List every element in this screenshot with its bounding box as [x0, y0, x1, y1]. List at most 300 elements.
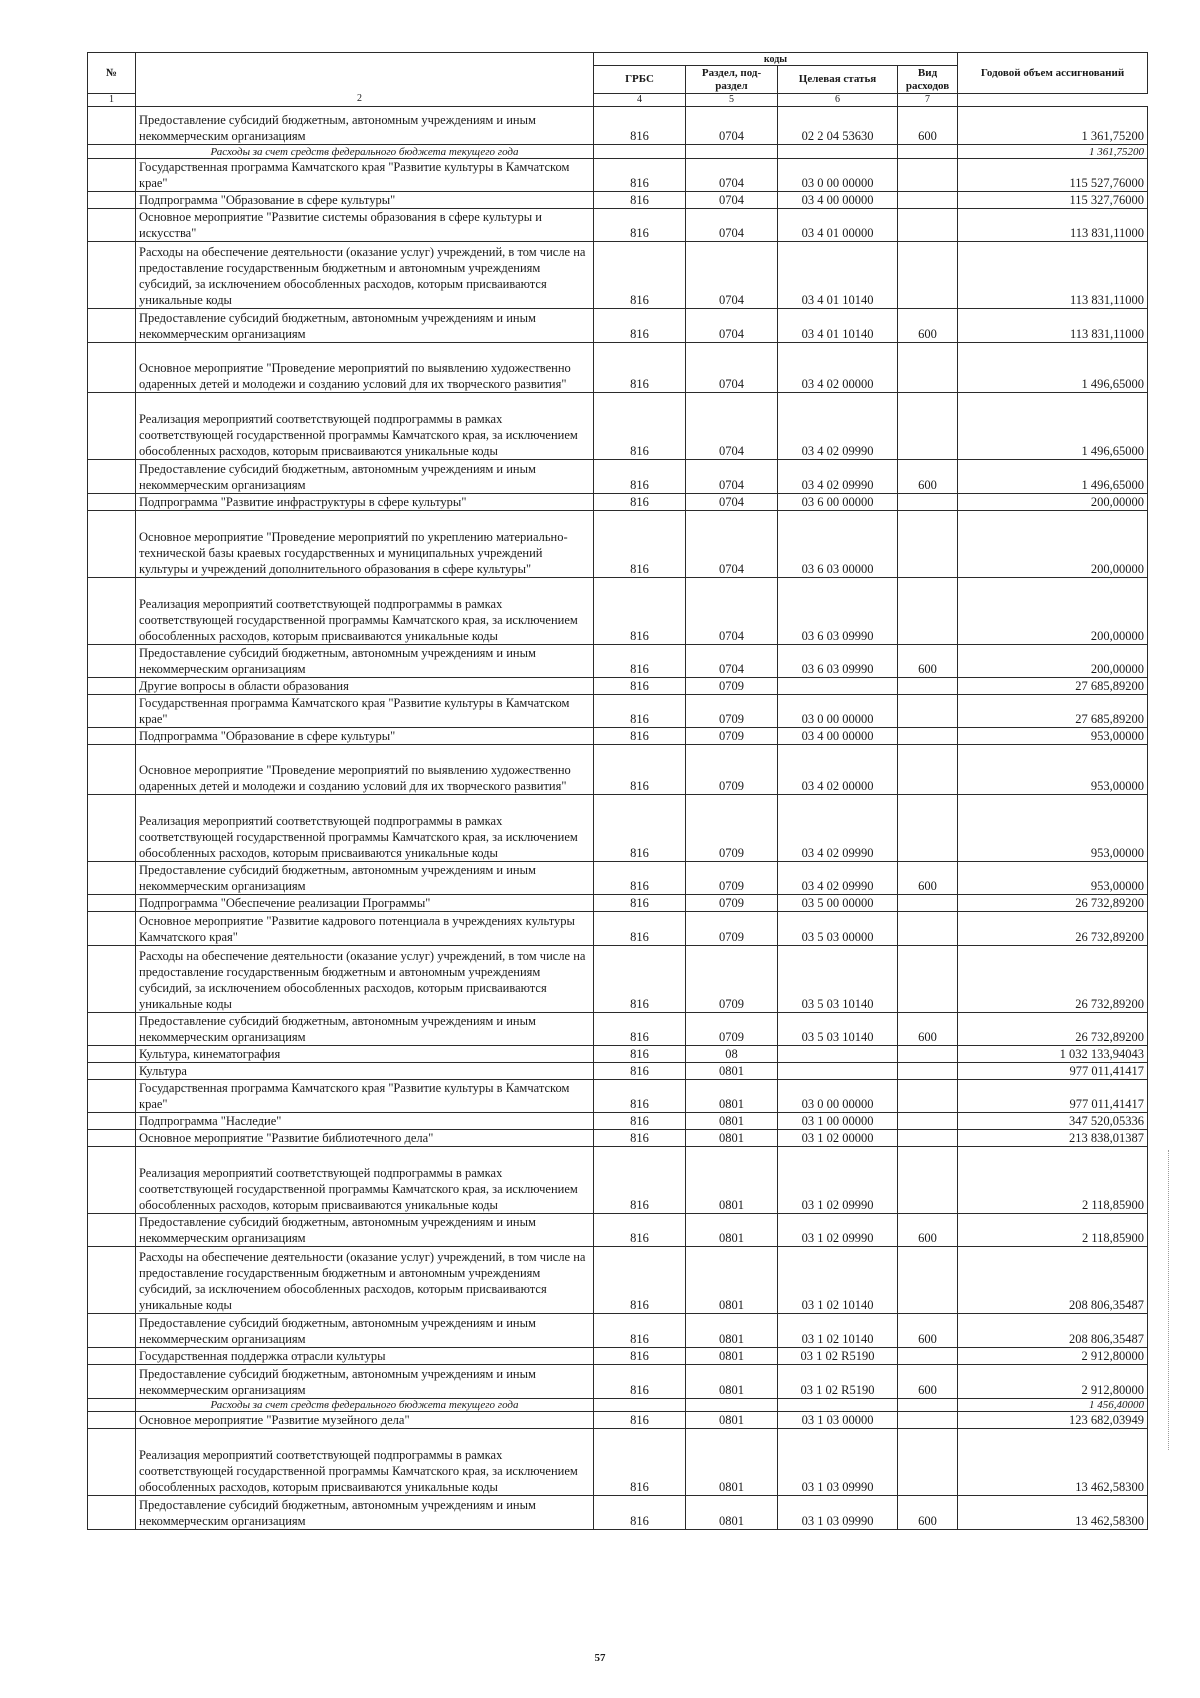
- row-number-cell: [88, 1147, 136, 1214]
- table-row: [88, 1412, 1148, 1429]
- table-row: [88, 946, 1148, 1013]
- row-expense-type: [898, 494, 958, 511]
- row-razdel: 0801: [686, 1063, 778, 1080]
- row-name: Расходы на обеспечение деятельности (оказание услуг) учреждений, в том числе на предоставление государственным бюджетным и автономным учреждениям субсидий, за исключением обособленных расходов, которым присваиваются уникальные коды: [136, 242, 594, 309]
- row-razdel: 0704: [686, 242, 778, 309]
- row-sum: 1 496,65000: [958, 460, 1148, 494]
- table-row: [88, 1130, 1148, 1147]
- row-razdel: 0709: [686, 678, 778, 695]
- row-number-cell: [88, 343, 136, 393]
- page-number: 57: [594, 1652, 606, 1664]
- row-target-article: 03 1 03 09990: [778, 1496, 898, 1530]
- row-razdel: 0801: [686, 1247, 778, 1314]
- row-expense-type: [898, 511, 958, 578]
- table-row: [88, 1348, 1148, 1365]
- table-row: [88, 1013, 1148, 1046]
- row-expense-type: 600: [898, 1314, 958, 1348]
- row-razdel: 0704: [686, 494, 778, 511]
- row-grbs: 816: [594, 946, 686, 1013]
- row-target-article: 03 0 00 00000: [778, 1080, 898, 1113]
- row-name: Предоставление субсидий бюджетным, автономным учреждениям и иным некоммерческим организациям: [136, 1314, 594, 1348]
- scan-edge-mark: [1168, 1150, 1177, 1450]
- row-name: Подпрограмма "Обеспечение реализации Программы": [136, 895, 594, 912]
- row-grbs: 816: [594, 494, 686, 511]
- table-row: [88, 912, 1148, 946]
- row-sum: 200,00000: [958, 578, 1148, 645]
- row-grbs: 816: [594, 728, 686, 745]
- row-number-cell: [88, 1496, 136, 1530]
- row-number-cell: [88, 1365, 136, 1399]
- row-razdel: 0704: [686, 159, 778, 192]
- row-number-cell: [88, 1130, 136, 1147]
- row-target-article: 03 1 02 R5190: [778, 1348, 898, 1365]
- row-sum: 2 118,85900: [958, 1147, 1148, 1214]
- row-name: Предоставление субсидий бюджетным, автономным учреждениям и иным некоммерческим организациям: [136, 1365, 594, 1399]
- row-grbs: 816: [594, 343, 686, 393]
- table-body: [88, 107, 1148, 1530]
- row-grbs: 816: [594, 578, 686, 645]
- row-grbs: 816: [594, 107, 686, 145]
- row-name: Расходы за счет средств федерального бюджета текущего года: [136, 1399, 594, 1412]
- row-grbs: 816: [594, 645, 686, 678]
- table-row: [88, 192, 1148, 209]
- table-row: [88, 309, 1148, 343]
- row-target-article: [778, 145, 898, 159]
- row-expense-type: [898, 393, 958, 460]
- row-grbs: 816: [594, 1429, 686, 1496]
- table-row: [88, 1113, 1148, 1130]
- row-name: Государственная поддержка отрасли культуры: [136, 1348, 594, 1365]
- row-razdel: 0709: [686, 1013, 778, 1046]
- row-grbs: 816: [594, 1063, 686, 1080]
- row-razdel: 08: [686, 1046, 778, 1063]
- row-grbs: 816: [594, 895, 686, 912]
- row-number-cell: [88, 1013, 136, 1046]
- row-name: Реализация мероприятий соответствующей подпрограммы в рамках соответствующей государственной программы Камчатского края, за исключением обособленных расходов, которым присваиваются уникальные коды: [136, 578, 594, 645]
- row-sum: 213 838,01387: [958, 1130, 1148, 1147]
- row-target-article: 03 1 02 10140: [778, 1247, 898, 1314]
- budget-table: [87, 52, 1148, 1530]
- row-grbs: 816: [594, 309, 686, 343]
- row-target-article: 03 4 00 00000: [778, 728, 898, 745]
- table-row: [88, 678, 1148, 695]
- row-number-cell: [88, 578, 136, 645]
- header-codes: коды: [594, 53, 958, 66]
- row-grbs: 816: [594, 1130, 686, 1147]
- row-number-cell: [88, 1429, 136, 1496]
- row-target-article: 03 1 02 R5190: [778, 1365, 898, 1399]
- row-razdel: 0801: [686, 1496, 778, 1530]
- row-sum: 208 806,35487: [958, 1247, 1148, 1314]
- row-razdel: [686, 1399, 778, 1412]
- row-grbs: 816: [594, 242, 686, 309]
- row-name: Реализация мероприятий соответствующей подпрограммы в рамках соответствующей государственной программы Камчатского края, за исключением обособленных расходов, которым присваиваются уникальные коды: [136, 1429, 594, 1496]
- table-row: [88, 1214, 1148, 1247]
- row-number-cell: [88, 192, 136, 209]
- row-name: Предоставление субсидий бюджетным, автономным учреждениям и иным некоммерческим организациям: [136, 309, 594, 343]
- row-expense-type: [898, 343, 958, 393]
- row-sum: 2 912,80000: [958, 1365, 1148, 1399]
- row-number-cell: [88, 1247, 136, 1314]
- table-row: [88, 145, 1148, 159]
- row-grbs: 816: [594, 745, 686, 795]
- table-row: [88, 645, 1148, 678]
- header-num: 6: [778, 94, 898, 107]
- row-name: Государственная программа Камчатского края "Развитие культуры в Камчатском крае": [136, 695, 594, 728]
- row-sum: 200,00000: [958, 645, 1148, 678]
- row-name: Основное мероприятие "Проведение мероприятий по выявлению художественно одаренных детей и молодежи и созданию условий для их творческого развития": [136, 343, 594, 393]
- row-target-article: [778, 1046, 898, 1063]
- row-expense-type: [898, 1113, 958, 1130]
- row-razdel: 0709: [686, 745, 778, 795]
- table-row: [88, 1080, 1148, 1113]
- row-sum: 953,00000: [958, 862, 1148, 895]
- row-expense-type: 600: [898, 460, 958, 494]
- table-row: [88, 107, 1148, 145]
- row-name: Подпрограмма "Наследие": [136, 1113, 594, 1130]
- row-sum: 27 685,89200: [958, 695, 1148, 728]
- row-expense-type: [898, 912, 958, 946]
- row-sum: 1 496,65000: [958, 343, 1148, 393]
- row-target-article: 03 0 00 00000: [778, 159, 898, 192]
- row-number-cell: [88, 745, 136, 795]
- row-target-article: 03 1 02 00000: [778, 1130, 898, 1147]
- row-number-cell: [88, 862, 136, 895]
- row-name: Предоставление субсидий бюджетным, автономным учреждениям и иным некоммерческим организациям: [136, 460, 594, 494]
- row-number-cell: [88, 678, 136, 695]
- header-num: 5: [686, 94, 778, 107]
- row-name: Предоставление субсидий бюджетным, автономным учреждениям и иным некоммерческим организациям: [136, 107, 594, 145]
- row-razdel: 0709: [686, 912, 778, 946]
- row-target-article: [778, 1063, 898, 1080]
- row-sum: 26 732,89200: [958, 912, 1148, 946]
- row-target-article: 03 1 02 10140: [778, 1314, 898, 1348]
- row-razdel: 0801: [686, 1080, 778, 1113]
- row-target-article: 03 5 00 00000: [778, 895, 898, 912]
- row-name: Расходы на обеспечение деятельности (оказание услуг) учреждений, в том числе на предоставление государственным бюджетным и автономным учреждениям субсидий, за исключением обособленных расходов, которым присваиваются уникальные коды: [136, 946, 594, 1013]
- row-target-article: 03 4 02 09990: [778, 393, 898, 460]
- row-grbs: 816: [594, 1496, 686, 1530]
- header-no: №: [88, 53, 136, 94]
- row-number-cell: [88, 1399, 136, 1412]
- row-razdel: 0709: [686, 728, 778, 745]
- table-row: [88, 745, 1148, 795]
- row-expense-type: 600: [898, 1013, 958, 1046]
- row-target-article: 03 1 03 09990: [778, 1429, 898, 1496]
- row-grbs: 816: [594, 393, 686, 460]
- row-sum: 113 831,11000: [958, 209, 1148, 242]
- row-target-article: 03 5 03 00000: [778, 912, 898, 946]
- row-razdel: 0801: [686, 1429, 778, 1496]
- row-name: Основное мероприятие "Развитие музейного дела": [136, 1412, 594, 1429]
- row-name: Предоставление субсидий бюджетным, автономным учреждениям и иным некоммерческим организациям: [136, 1496, 594, 1530]
- row-expense-type: [898, 578, 958, 645]
- row-sum: 26 732,89200: [958, 895, 1148, 912]
- row-grbs: 816: [594, 209, 686, 242]
- row-grbs: 816: [594, 1113, 686, 1130]
- row-expense-type: [898, 145, 958, 159]
- row-sum: 1 361,75200: [958, 145, 1148, 159]
- row-number-cell: [88, 1113, 136, 1130]
- row-sum: 115 327,76000: [958, 192, 1148, 209]
- table-header: [88, 53, 1148, 107]
- row-name: Основное мероприятие "Развитие библиотечного дела": [136, 1130, 594, 1147]
- row-target-article: 03 4 02 09990: [778, 795, 898, 862]
- row-target-article: 03 5 03 10140: [778, 946, 898, 1013]
- row-razdel: 0709: [686, 946, 778, 1013]
- table-row: [88, 159, 1148, 192]
- row-expense-type: [898, 946, 958, 1013]
- row-razdel: 0801: [686, 1314, 778, 1348]
- row-expense-type: [898, 1080, 958, 1113]
- row-razdel: 0801: [686, 1365, 778, 1399]
- row-razdel: 0704: [686, 209, 778, 242]
- table-row: [88, 578, 1148, 645]
- row-expense-type: [898, 1147, 958, 1214]
- table-row: [88, 242, 1148, 309]
- row-expense-type: [898, 895, 958, 912]
- table-row: [88, 1314, 1148, 1348]
- row-target-article: 02 2 04 53630: [778, 107, 898, 145]
- row-target-article: 03 4 01 10140: [778, 309, 898, 343]
- row-number-cell: [88, 895, 136, 912]
- row-razdel: 0704: [686, 309, 778, 343]
- row-expense-type: 600: [898, 862, 958, 895]
- row-number-cell: [88, 309, 136, 343]
- row-grbs: 816: [594, 1348, 686, 1365]
- table-row: [88, 1365, 1148, 1399]
- row-expense-type: [898, 1429, 958, 1496]
- row-sum: 977 011,41417: [958, 1063, 1148, 1080]
- row-razdel: 0704: [686, 107, 778, 145]
- row-expense-type: [898, 1130, 958, 1147]
- row-razdel: 0709: [686, 862, 778, 895]
- table-row: [88, 728, 1148, 745]
- header-num: 4: [594, 94, 686, 107]
- row-number-cell: [88, 912, 136, 946]
- row-sum: 953,00000: [958, 728, 1148, 745]
- row-expense-type: [898, 1046, 958, 1063]
- row-number-cell: [88, 159, 136, 192]
- row-razdel: 0709: [686, 895, 778, 912]
- row-name: Реализация мероприятий соответствующей подпрограммы в рамках соответствующей государственной программы Камчатского края, за исключением обособленных расходов, которым присваиваются уникальные коды: [136, 1147, 594, 1214]
- row-number-cell: [88, 645, 136, 678]
- row-target-article: 03 6 03 09990: [778, 578, 898, 645]
- row-target-article: [778, 678, 898, 695]
- table-row: [88, 1399, 1148, 1412]
- header-num: 7: [898, 94, 958, 107]
- row-target-article: 03 4 01 10140: [778, 242, 898, 309]
- row-sum: 115 527,76000: [958, 159, 1148, 192]
- row-sum: 13 462,58300: [958, 1496, 1148, 1530]
- table-row: [88, 393, 1148, 460]
- table-row: [88, 511, 1148, 578]
- row-grbs: 816: [594, 912, 686, 946]
- row-number-cell: [88, 393, 136, 460]
- row-target-article: 03 4 02 09990: [778, 460, 898, 494]
- row-number-cell: [88, 1046, 136, 1063]
- row-name: Другие вопросы в области образования: [136, 678, 594, 695]
- row-number-cell: [88, 728, 136, 745]
- row-grbs: 816: [594, 795, 686, 862]
- row-number-cell: [88, 494, 136, 511]
- row-expense-type: [898, 1063, 958, 1080]
- row-razdel: [686, 145, 778, 159]
- row-razdel: 0709: [686, 795, 778, 862]
- row-sum: 208 806,35487: [958, 1314, 1148, 1348]
- table-row: [88, 343, 1148, 393]
- row-expense-type: 600: [898, 309, 958, 343]
- header-razdel: Раздел, под-раздел: [686, 66, 778, 94]
- row-name: Предоставление субсидий бюджетным, автономным учреждениям и иным некоммерческим организациям: [136, 862, 594, 895]
- row-number-cell: [88, 209, 136, 242]
- row-name: Расходы за счет средств федерального бюджета текущего года: [136, 145, 594, 159]
- row-number-cell: [88, 107, 136, 145]
- row-razdel: 0704: [686, 393, 778, 460]
- row-expense-type: [898, 745, 958, 795]
- row-razdel: 0801: [686, 1412, 778, 1429]
- row-expense-type: [898, 159, 958, 192]
- row-sum: 2 118,85900: [958, 1214, 1148, 1247]
- row-razdel: 0801: [686, 1147, 778, 1214]
- row-name: Предоставление субсидий бюджетным, автономным учреждениям и иным некоммерческим организациям: [136, 1013, 594, 1046]
- row-name: Предоставление субсидий бюджетным, автономным учреждениям и иным некоммерческим организациям: [136, 645, 594, 678]
- row-expense-type: [898, 1247, 958, 1314]
- row-name: Государственная программа Камчатского края "Развитие культуры в Камчатском крае": [136, 159, 594, 192]
- row-name: Основное мероприятие "Проведение мероприятий по укреплению материально-технической базы краевых государственных и муниципальных учреждений культуры и учреждений дополнительного образования в сфере культуры": [136, 511, 594, 578]
- row-name: Реализация мероприятий соответствующей подпрограммы в рамках соответствующей государственной программы Камчатского края, за исключением обособленных расходов, которым присваиваются уникальные коды: [136, 393, 594, 460]
- row-name: Подпрограмма "Образование в сфере культуры": [136, 728, 594, 745]
- row-name: Предоставление субсидий бюджетным, автономным учреждениям и иным некоммерческим организациям: [136, 1214, 594, 1247]
- header-num: 2: [357, 93, 362, 104]
- row-name: Реализация мероприятий соответствующей подпрограммы в рамках соответствующей государственной программы Камчатского края, за исключением обособленных расходов, которым присваиваются уникальные коды: [136, 795, 594, 862]
- row-grbs: 816: [594, 695, 686, 728]
- row-target-article: 03 6 03 00000: [778, 511, 898, 578]
- row-name: Подпрограмма "Развитие инфраструктуры в сфере культуры": [136, 494, 594, 511]
- row-grbs: 816: [594, 159, 686, 192]
- row-grbs: [594, 145, 686, 159]
- row-grbs: 816: [594, 1365, 686, 1399]
- table-row: [88, 1429, 1148, 1496]
- row-target-article: 03 5 03 10140: [778, 1013, 898, 1046]
- row-target-article: 03 4 00 00000: [778, 192, 898, 209]
- row-expense-type: [898, 242, 958, 309]
- row-grbs: 816: [594, 862, 686, 895]
- row-number-cell: [88, 1412, 136, 1429]
- row-sum: 27 685,89200: [958, 678, 1148, 695]
- header-num: 1: [88, 94, 136, 107]
- row-grbs: 816: [594, 1412, 686, 1429]
- header-cs: Целевая статья: [778, 66, 898, 94]
- table-row: [88, 1046, 1148, 1063]
- row-number-cell: [88, 242, 136, 309]
- table-row: [88, 1247, 1148, 1314]
- row-number-cell: [88, 145, 136, 159]
- row-sum: 200,00000: [958, 494, 1148, 511]
- row-expense-type: 600: [898, 645, 958, 678]
- row-expense-type: [898, 678, 958, 695]
- row-sum: 200,00000: [958, 511, 1148, 578]
- row-number-cell: [88, 1348, 136, 1365]
- row-razdel: 0801: [686, 1214, 778, 1247]
- row-sum: 1 496,65000: [958, 393, 1148, 460]
- row-razdel: 0709: [686, 695, 778, 728]
- row-number-cell: [88, 460, 136, 494]
- row-grbs: 816: [594, 1314, 686, 1348]
- row-sum: 13 462,58300: [958, 1429, 1148, 1496]
- row-expense-type: [898, 728, 958, 745]
- row-target-article: 03 1 02 09990: [778, 1147, 898, 1214]
- row-name: Основное мероприятие "Проведение мероприятий по выявлению художественно одаренных детей и молодежи и созданию условий для их творческого развития": [136, 745, 594, 795]
- row-grbs: 816: [594, 1214, 686, 1247]
- row-grbs: 816: [594, 1046, 686, 1063]
- row-expense-type: 600: [898, 1214, 958, 1247]
- row-expense-type: [898, 192, 958, 209]
- row-expense-type: 600: [898, 1496, 958, 1530]
- row-razdel: 0801: [686, 1113, 778, 1130]
- row-grbs: 816: [594, 1147, 686, 1214]
- table-row: [88, 1496, 1148, 1530]
- row-name: Государственная программа Камчатского края "Развитие культуры в Камчатском крае": [136, 1080, 594, 1113]
- row-number-cell: [88, 946, 136, 1013]
- row-name: Культура: [136, 1063, 594, 1080]
- row-expense-type: [898, 695, 958, 728]
- row-razdel: 0704: [686, 192, 778, 209]
- row-razdel: 0704: [686, 343, 778, 393]
- row-name: Основное мероприятие "Развитие системы образования в сфере культуры и искусства": [136, 209, 594, 242]
- row-sum: 953,00000: [958, 795, 1148, 862]
- row-number-cell: [88, 1080, 136, 1113]
- row-name: Расходы на обеспечение деятельности (оказание услуг) учреждений, в том числе на предоставление государственным бюджетным и автономным учреждениям субсидий, за исключением обособленных расходов, которым присваиваются уникальные коды: [136, 1247, 594, 1314]
- row-target-article: 03 4 02 00000: [778, 745, 898, 795]
- row-expense-type: 600: [898, 107, 958, 145]
- row-sum: 113 831,11000: [958, 309, 1148, 343]
- row-target-article: 03 4 02 00000: [778, 343, 898, 393]
- row-number-cell: [88, 511, 136, 578]
- row-sum: 2 912,80000: [958, 1348, 1148, 1365]
- row-grbs: 816: [594, 1013, 686, 1046]
- table-row: [88, 795, 1148, 862]
- row-sum: 1 456,40000: [958, 1399, 1148, 1412]
- row-razdel: 0704: [686, 578, 778, 645]
- header-name: [136, 53, 594, 107]
- header-vr: Вид расходов: [898, 66, 958, 94]
- row-sum: 1 361,75200: [958, 107, 1148, 145]
- row-sum: 953,00000: [958, 745, 1148, 795]
- row-expense-type: [898, 1399, 958, 1412]
- row-number-cell: [88, 1214, 136, 1247]
- row-name: Подпрограмма "Образование в сфере культуры": [136, 192, 594, 209]
- row-target-article: [778, 1399, 898, 1412]
- row-sum: 1 032 133,94043: [958, 1046, 1148, 1063]
- row-sum: 113 831,11000: [958, 242, 1148, 309]
- row-expense-type: [898, 1412, 958, 1429]
- row-sum: 977 011,41417: [958, 1080, 1148, 1113]
- row-target-article: 03 4 01 00000: [778, 209, 898, 242]
- row-grbs: 816: [594, 1080, 686, 1113]
- row-target-article: 03 0 00 00000: [778, 695, 898, 728]
- row-razdel: 0801: [686, 1348, 778, 1365]
- table-row: [88, 862, 1148, 895]
- row-sum: 123 682,03949: [958, 1412, 1148, 1429]
- row-sum: 26 732,89200: [958, 1013, 1148, 1046]
- row-grbs: 816: [594, 511, 686, 578]
- row-target-article: 03 1 02 09990: [778, 1214, 898, 1247]
- row-expense-type: [898, 1348, 958, 1365]
- row-target-article: 03 4 02 09990: [778, 862, 898, 895]
- row-grbs: 816: [594, 192, 686, 209]
- row-expense-type: 600: [898, 1365, 958, 1399]
